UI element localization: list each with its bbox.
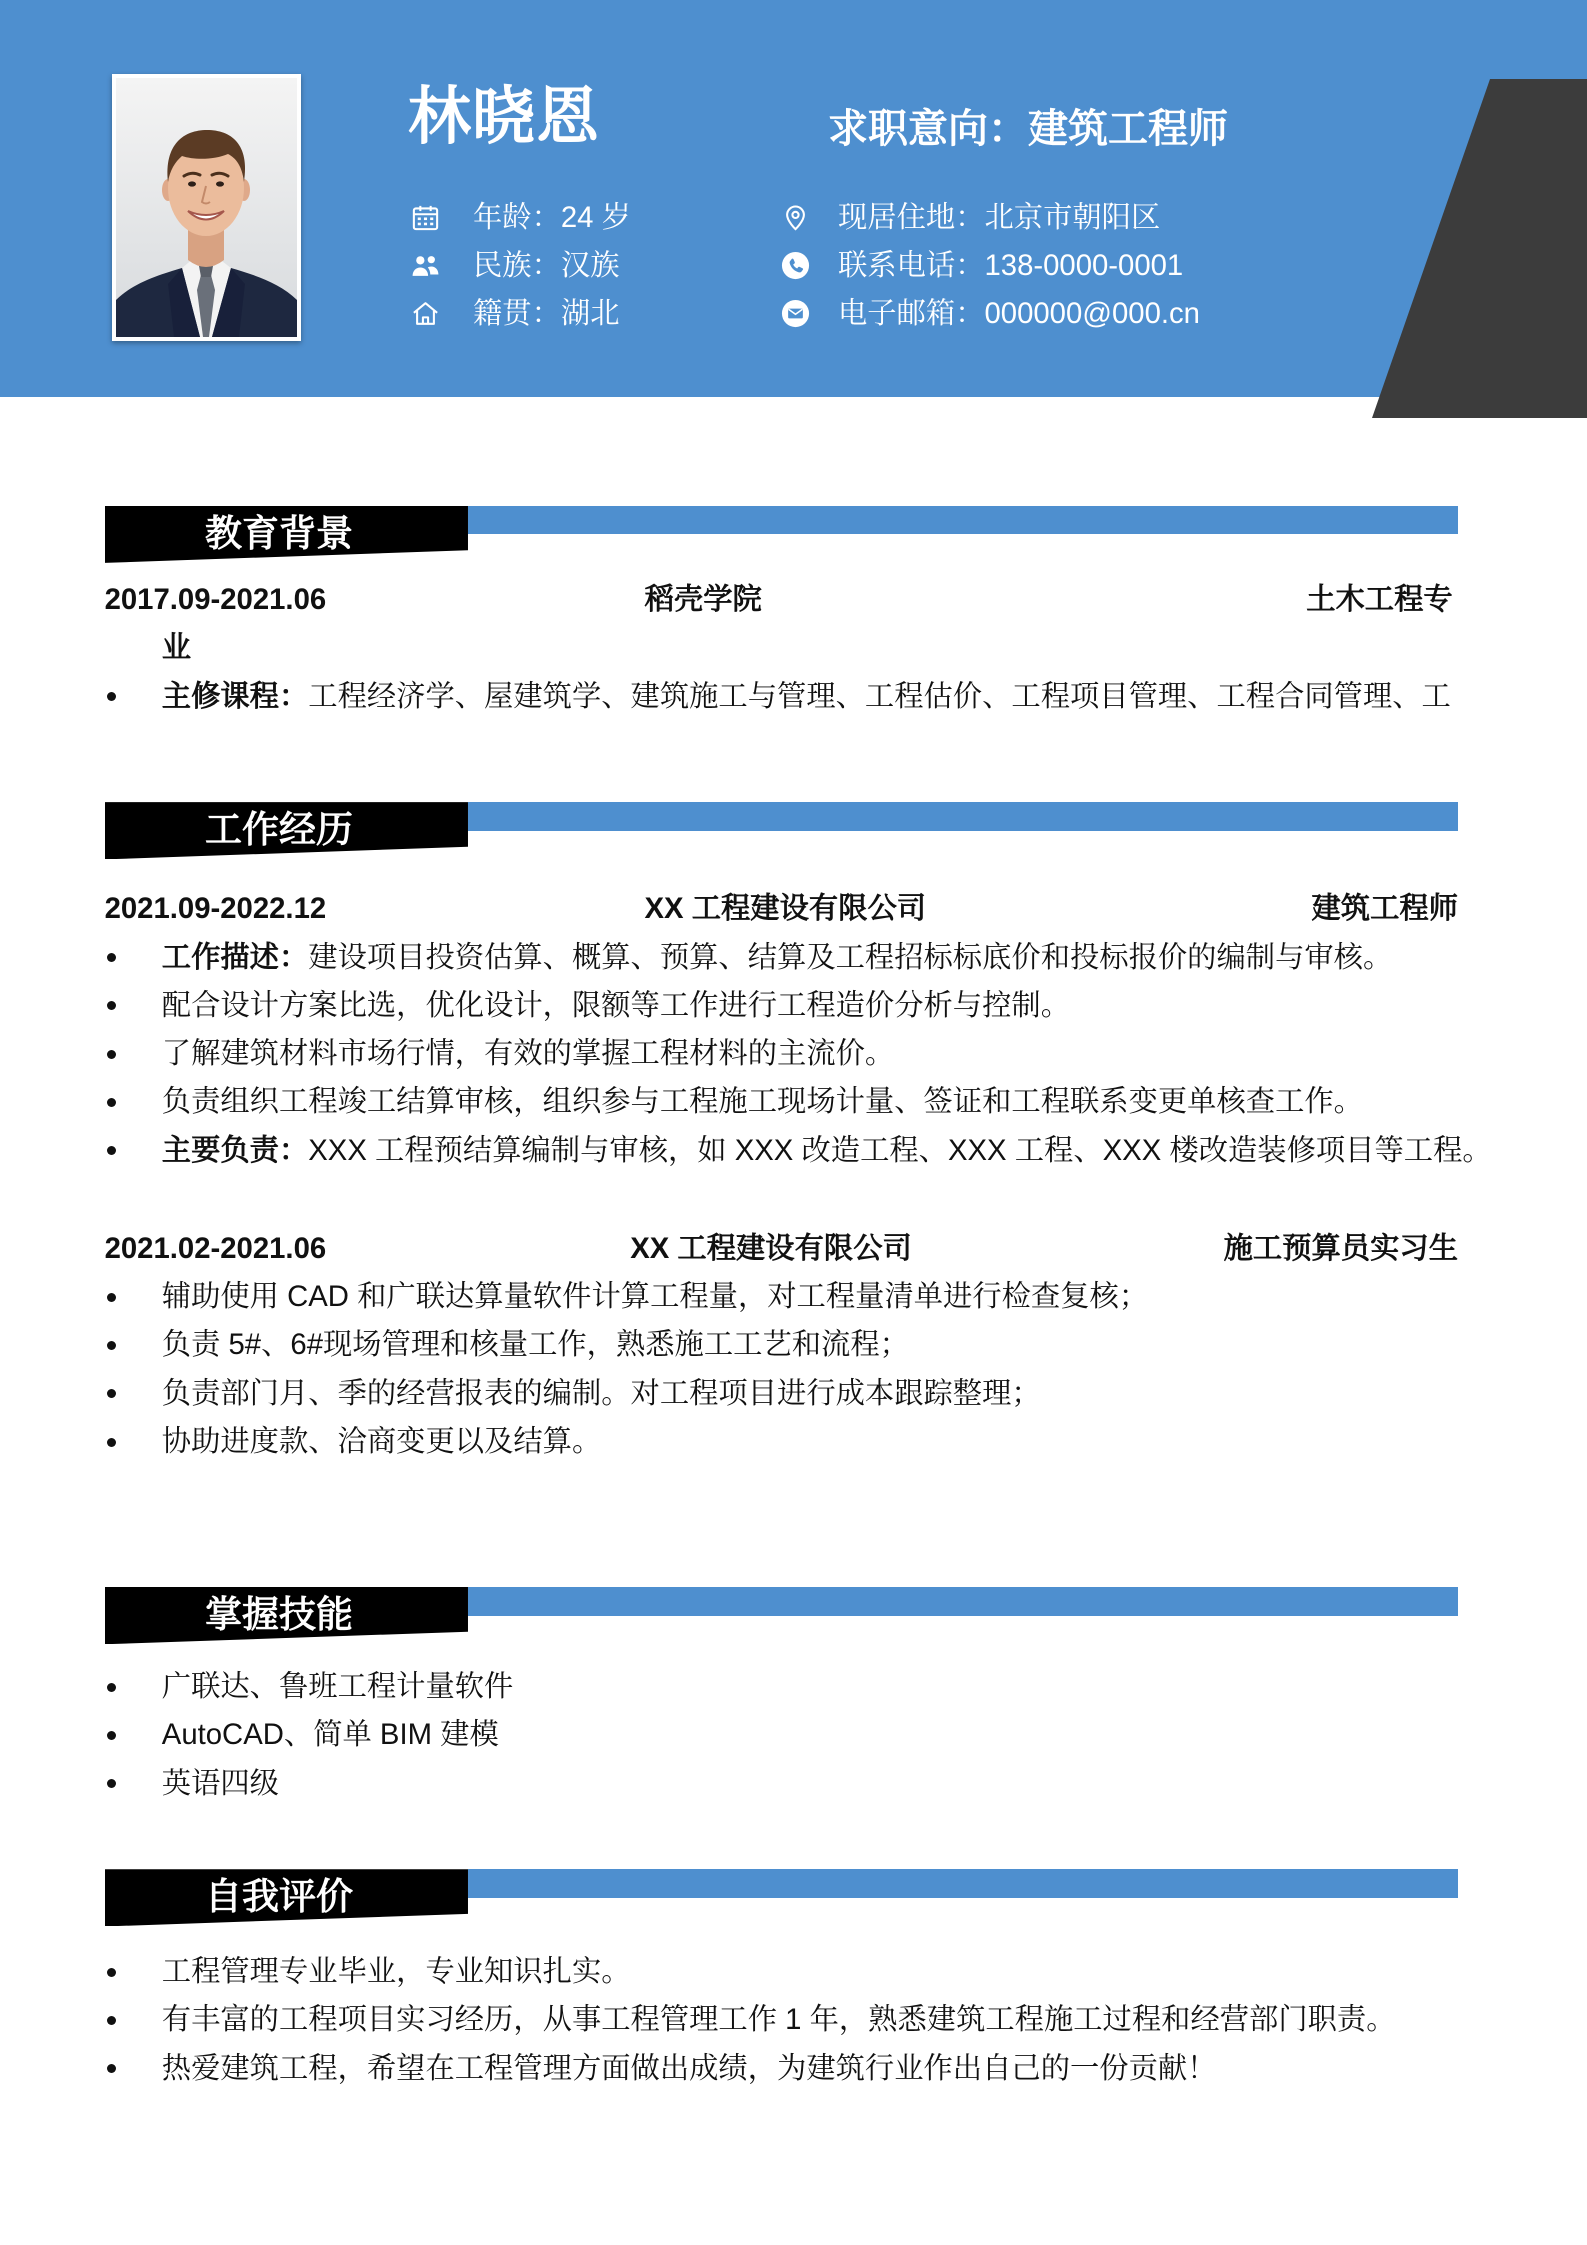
profile-photo xyxy=(112,74,301,341)
phone-icon xyxy=(780,250,811,281)
list-item xyxy=(105,1030,1458,1078)
work-entry-head xyxy=(105,885,1458,933)
list-item: 工程管理专业毕业，专业知识扎实。 xyxy=(105,1948,1458,1996)
bullet-text: 配合设计方案比选，优化设计，限额等工作进行工程造价分析与控制。 xyxy=(161,988,1070,1022)
location-icon xyxy=(780,202,811,233)
info-residence-text: 现居住地：北京市朝阳区 xyxy=(838,201,1161,234)
education-bullets xyxy=(105,673,1458,721)
section-bar xyxy=(468,1869,1458,1898)
education-date: 2017.09-2021.06 xyxy=(104,583,327,616)
work-company: XX 工程建设有限公司 xyxy=(644,892,927,926)
bullet-text: 了解建筑材料市场行情，有效的掌握工程材料的主流价。 xyxy=(161,1037,895,1071)
education-title: 教育背景 xyxy=(204,512,353,554)
education-school: 稻壳学院 xyxy=(644,583,762,616)
info-hometown-text: 籍贯：湖北 xyxy=(473,297,620,330)
bullet-text: XXX 工程预结算编制与审核，如 XXX 改造工程、XXX 工程、XXX 楼改造装修项目等工程。 xyxy=(308,1133,1492,1167)
work-date: 2021.02-2021.06 xyxy=(104,1231,327,1265)
list-item: 有丰富的工程项目实习经历，从事工程管理工作 1 年，熟悉建筑工程施工过程和经营部门职责。 xyxy=(105,1996,1458,2044)
section-bar xyxy=(468,506,1458,535)
work-section-header xyxy=(105,802,1458,860)
info-ethnicity-text: 民族：汉族 xyxy=(473,249,620,282)
work-entry-head xyxy=(105,1225,1458,1273)
education-major: 土木工程专业 xyxy=(161,583,1453,665)
self-evaluation-list xyxy=(105,1948,1458,2093)
bullet-text: 负责部门月、季的经营报表的编制。对工程项目进行成本跟踪整理； xyxy=(161,1376,1041,1410)
list-item xyxy=(105,1370,1458,1418)
bullet-text: 工程经济学、屋建筑学、建筑施工与管理、工程估价、工程项目管理、工程合同管理、工 xyxy=(308,679,1451,713)
people-icon xyxy=(410,250,441,281)
list-item xyxy=(105,1321,1458,1369)
work-bullets xyxy=(105,1273,1458,1466)
personal-info-right xyxy=(780,194,1280,338)
list-item: 英语四级 xyxy=(105,1760,1458,1808)
bullet-label: 主要负责： xyxy=(161,1133,309,1167)
work-entry-1 xyxy=(104,885,1492,1175)
list-item: 热爱建筑工程，希望在工程管理方面做出成绩，为建筑行业作出自己的一份贡献！ xyxy=(105,2045,1458,2093)
bullet-text: 建设项目投资估算、概算、预算、结算及工程招标标底价和投标报价的编制与审核。 xyxy=(308,940,1393,974)
calendar-icon xyxy=(410,202,441,233)
skills-list xyxy=(105,1663,1458,1808)
self-evaluation-section-header xyxy=(105,1869,1458,1927)
info-email xyxy=(780,290,1280,338)
work-date: 2021.09-2022.12 xyxy=(104,892,327,926)
bullet-text: 协助进度款、洽商变更以及结算。 xyxy=(161,1424,602,1458)
bullet-text: 负责 5#、6#现场管理和核量工作，熟悉施工工艺和流程； xyxy=(161,1328,909,1362)
work-entry-2 xyxy=(105,1225,1458,1466)
list-item xyxy=(105,1127,1492,1175)
info-phone xyxy=(780,242,1280,290)
home-icon xyxy=(410,298,441,329)
education-section-header xyxy=(105,506,1458,564)
skills-section-header xyxy=(105,1587,1458,1645)
education-entry-head xyxy=(105,576,1458,673)
self-evaluation-bullets xyxy=(105,1948,1458,2093)
list-item xyxy=(105,1418,1458,1466)
bullet-text: 负责组织工程竣工结算审核，组织参与工程施工现场计量、签证和工程联系变更单核查工作。 xyxy=(161,1085,1363,1119)
section-bar xyxy=(468,802,1458,831)
list-item xyxy=(105,934,1458,982)
self-evaluation-title: 自我评价 xyxy=(204,1876,353,1918)
bullet-label: 主修课程： xyxy=(161,679,309,713)
work-company: XX 工程建设有限公司 xyxy=(630,1231,912,1265)
education-entry xyxy=(105,576,1458,721)
skills-title: 掌握技能 xyxy=(204,1594,353,1635)
work-position: 施工预算员实习生 xyxy=(1223,1231,1458,1265)
job-objective: 求职意向：建筑工程师 xyxy=(828,107,1228,151)
list-item xyxy=(105,982,1458,1030)
list-item: AutoCAD、简单 BIM 建模 xyxy=(105,1711,1458,1759)
info-age-text: 年龄：24 岁 xyxy=(473,201,631,234)
list-item xyxy=(105,1078,1458,1126)
bullet-label: 工作描述： xyxy=(161,940,309,974)
bullet-text: 辅助使用 CAD 和广联达算量软件计算工程量，对工程量清单进行检查复核； xyxy=(161,1280,1149,1314)
list-item: 广联达、鲁班工程计量软件 xyxy=(105,1663,1458,1711)
info-phone-text: 联系电话：138-0000-0001 xyxy=(838,249,1184,282)
list-item xyxy=(105,1273,1458,1321)
info-residence xyxy=(780,194,1280,242)
info-email-text: 电子邮箱：000000@000.cn xyxy=(838,297,1200,330)
skills-bullets xyxy=(105,1663,1458,1808)
email-icon xyxy=(780,298,811,329)
work-bullets xyxy=(105,934,1492,1175)
work-position: 建筑工程师 xyxy=(1311,892,1458,926)
section-bar xyxy=(468,1587,1458,1616)
list-item xyxy=(105,673,1458,721)
work-title: 工作经历 xyxy=(204,809,353,851)
candidate-name: 林晓恩 xyxy=(408,82,600,152)
